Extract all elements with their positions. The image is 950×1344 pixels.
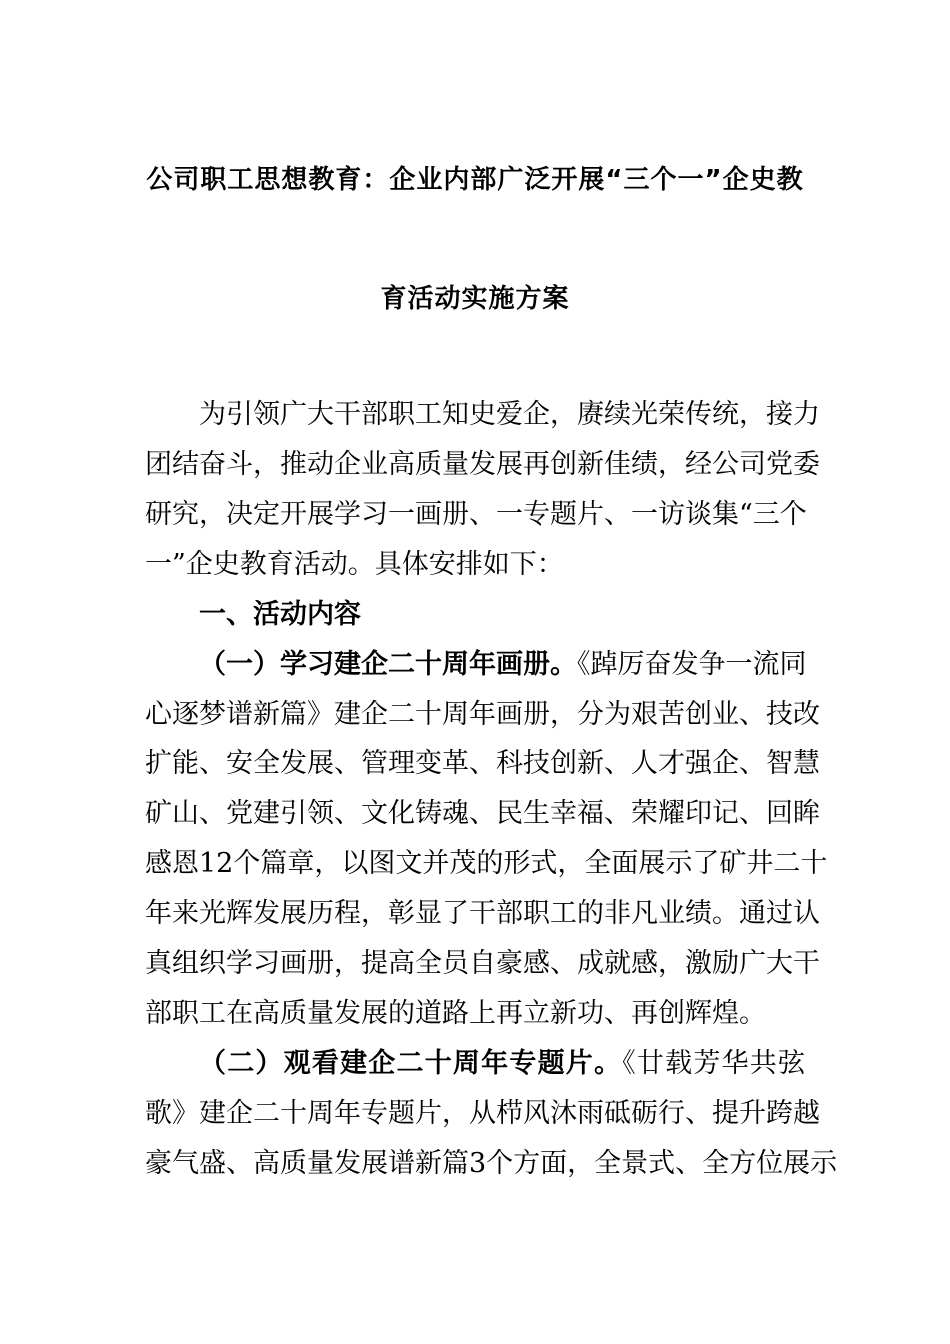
item1-lead-heading: （一）学习建企二十周年画册。 (199, 649, 577, 680)
item1-paragraph-line: 真组织学习画册，提高全员自豪感、成就感，激励广大干 (145, 948, 820, 979)
item1-paragraph-line: 矿山、党建引领、文化铸魂、民生幸福、荣耀印记、回眸 (145, 798, 820, 829)
item1-paragraph-line: 扩能、安全发展、管理变革、科技创新、人才强企、智慧 (145, 748, 820, 779)
item1-paragraph-line: 感恩12个篇章，以图文并茂的形式，全面展示了矿井二十 (145, 848, 828, 879)
intro-paragraph-line: 研究，决定开展学习一画册、一专题片、一访谈集“三个 (145, 499, 807, 530)
item1-first-line-rest: 《踔厉奋发争一流同 (577, 649, 807, 680)
item2-first-line (145, 1046, 805, 1082)
intro-paragraph-line: 一”企史教育活动。具体安排如下： (145, 549, 564, 580)
item2-paragraph-line: 豪气盛、高质量发展谱新篇3个方面，全景式、全方位展示 (145, 1148, 838, 1179)
item1-paragraph-line: 年来光辉发展历程，彰显了干部职工的非凡业绩。通过认 (145, 898, 820, 929)
section-heading-activity-content: 一、活动内容 (199, 599, 361, 630)
item2-paragraph-line: 歌》建企二十周年专题片，从栉风沐雨砥砺行、提升跨越 (145, 1098, 820, 1129)
item1-paragraph-line: 部职工在高质量发展的道路上再立新功、再创辉煌。 (145, 998, 766, 1029)
document-title-line-1: 公司职工思想教育：企业内部广泛开展“三个一”企史教 (146, 165, 804, 195)
item1-paragraph-line: 心逐梦谱新篇》建企二十周年画册，分为艰苦创业、技改 (145, 699, 820, 730)
item2-lead-heading: （二）观看建企二十周年专题片。 (199, 1048, 623, 1079)
document-title-line-2: 育活动实施方案 (380, 284, 570, 314)
item1-first-line (145, 647, 805, 683)
intro-paragraph-line: 团结奋斗，推动企业高质量发展再创新佳绩，经公司党委 (145, 449, 820, 480)
item2-first-line-rest: 《廿载芳华共弦 (622, 1048, 806, 1079)
intro-paragraph-line: 为引领广大干部职工知史爱企，赓续光荣传统，接力 (199, 399, 820, 430)
